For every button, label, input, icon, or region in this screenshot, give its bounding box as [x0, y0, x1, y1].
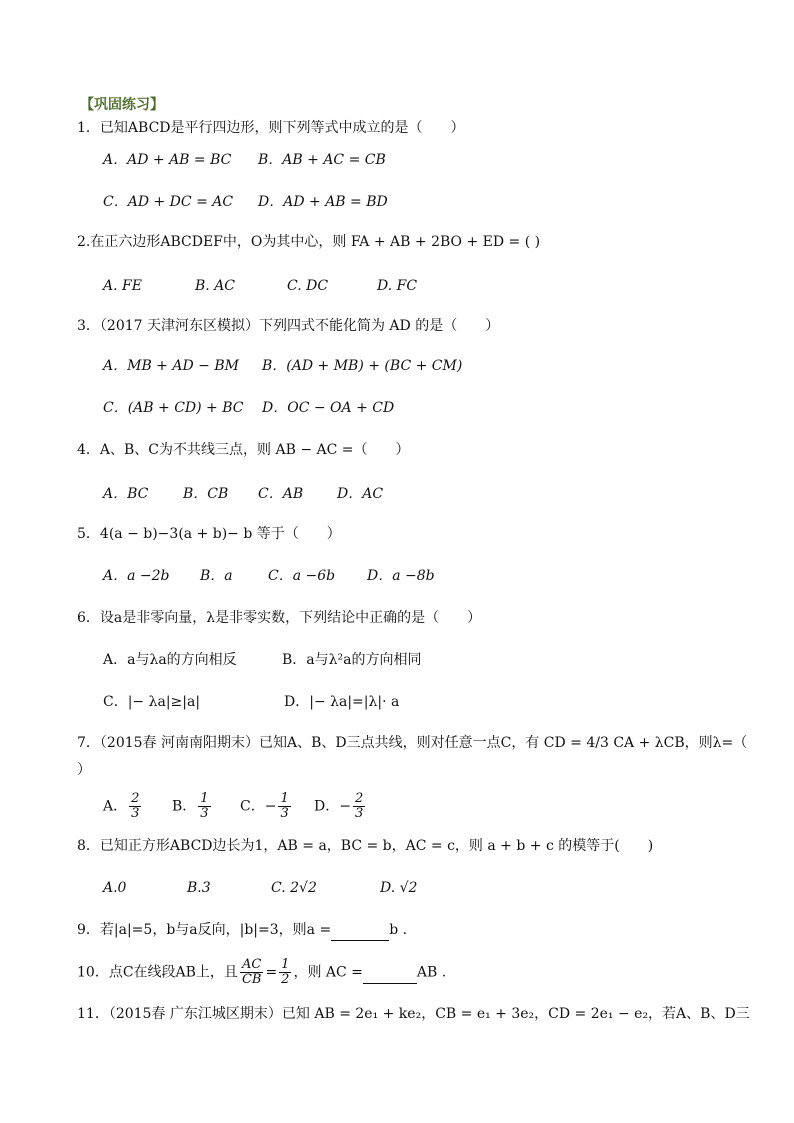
question-5-stem: 5．4(a − b)−3(a + b)− b 等于（ ） [77, 526, 341, 542]
question-7-option-a-prefix: A． [103, 798, 128, 815]
question-6-option-a: A．a与λa的方向相反 [103, 652, 237, 668]
question-2-option-d: D. FC [377, 278, 418, 294]
question-4-option-a: A．BC [103, 486, 149, 502]
question-6-option-c: C．|− λa|≥|a| [103, 694, 201, 710]
question-5-option-d: D．a −8b [367, 568, 435, 584]
answer-blank[interactable] [331, 920, 389, 941]
question-5-option-b: B．a [200, 568, 233, 584]
question-2-option-c: C. DC [287, 278, 329, 294]
question-9 [77, 920, 407, 941]
question-3-option-b: B．(AD + MB) + (BC + CM) [262, 358, 463, 374]
question-7-option-d-prefix: D．− [314, 798, 351, 815]
fraction-denominator: CB [241, 972, 262, 987]
question-9-tail: b . [389, 922, 408, 938]
question-10-value-fraction [279, 958, 291, 987]
question-10-ratio-fraction [240, 958, 264, 987]
question-5-option-a: A．a −2b [103, 568, 170, 584]
question-7-option-b [172, 792, 213, 821]
question-6-stem: 6．设a是非零向量，λ是非零实数，下列结论中正确的是（ ） [77, 610, 482, 626]
answer-blank[interactable] [363, 963, 417, 984]
question-7-option-b-fraction [198, 792, 210, 821]
fraction-numerator: 1 [200, 791, 209, 806]
question-3-stem: 3．（2017 天津河东区模拟）下列四式不能化简为 AD 的是（ ） [77, 318, 500, 334]
question-7-option-a-fraction [129, 792, 141, 821]
question-4-option-b: B．CB [183, 486, 229, 502]
fraction-numerator: 1 [280, 791, 289, 806]
fraction-denominator: 3 [280, 806, 289, 821]
fraction-numerator: 2 [354, 791, 364, 806]
question-1-option-b: B．AB + AC = CB [258, 152, 386, 168]
question-8-option-b: B.3 [187, 880, 211, 896]
question-1-option-c: C．AD + DC = AC [103, 194, 234, 210]
question-4-option-d: D．AC [337, 486, 384, 502]
question-5-option-c: C．a −6b [268, 568, 336, 584]
fraction-denominator: 2 [281, 972, 290, 987]
question-8-option-d: D. √2 [380, 880, 418, 896]
fraction-numerator: 2 [131, 791, 140, 806]
fraction-denominator: 3 [354, 806, 364, 821]
question-8-option-a: A.0 [103, 880, 127, 896]
question-8-option-c: C. 2√2 [271, 880, 317, 896]
fraction-numerator: 1 [281, 957, 290, 972]
question-3-option-c: C．(AB + CD) + BC [103, 400, 244, 416]
question-9-stem: 9．若|a|=5，b与a反向，|b|=3，则a = [77, 922, 332, 938]
fraction-denominator: 3 [131, 806, 140, 821]
question-1-stem: 1．已知ABCD是平行四边形，则下列等式中成立的是（ ） [77, 120, 465, 136]
question-1-option-d: D．AD + AB = BD [258, 194, 388, 210]
question-4-option-c: C．AB [258, 486, 304, 502]
question-6-option-d: D．|− λa|=|λ|· a [284, 694, 400, 710]
question-7-stem-continued: ） [77, 762, 91, 778]
question-7-option-c [240, 792, 293, 821]
question-3-option-a: A．MB + AD − BM [103, 358, 239, 374]
question-8-stem: 8．已知正方形ABCD边长为1，AB = a，BC = b，AC = c，则 a + b + c 的模等于( ) [77, 838, 654, 854]
question-2-option-b: B. AC [195, 278, 236, 294]
question-7-option-c-fraction [278, 792, 290, 821]
section-title: 【巩固练习】 [80, 97, 164, 113]
question-10-stem: 10．点C在线段AB上，且 [77, 964, 238, 981]
fraction-denominator: 3 [200, 806, 209, 821]
question-1-option-a: A．AD + AB = BC [103, 152, 232, 168]
question-4-stem: 4．A、B、C为不共线三点，则 AB − AC =（ ） [77, 442, 410, 458]
question-10-equals: = [265, 964, 278, 981]
question-7-option-d-fraction [353, 792, 365, 821]
question-10-mid: ，则 AC = [293, 964, 363, 981]
question-2-stem: 2.在正六边形ABCDEF中，O为其中心，则 FA + AB + 2BO + ED = ( ) [77, 234, 541, 250]
question-10-tail: AB . [416, 964, 447, 981]
question-6-option-b: B．a与λ²a的方向相同 [282, 652, 422, 668]
question-7-stem: 7．（2015春 河南南阳期末）已知A、B、D三点共线，则对任意一点C，有 CD = 4/3 CA + λCB，则λ=（ [77, 735, 748, 751]
question-2-option-a: A. FE [103, 278, 142, 294]
question-7-option-c-prefix: C．− [240, 798, 277, 815]
fraction-numerator: AC [240, 958, 264, 973]
question-7-option-b-prefix: B． [172, 798, 197, 815]
question-7-option-a [103, 792, 143, 821]
question-10 [77, 958, 446, 987]
question-3-option-d: D．OC − OA + CD [262, 400, 395, 416]
question-7-option-d [314, 792, 367, 821]
question-11-stem: 11．（2015春 广东江城区期末）已知 AB = 2e₁ + ke₂，CB = e₁ + 3e₂，CD = 2e₁ − e₂，若A、B、D三 [77, 1006, 750, 1022]
